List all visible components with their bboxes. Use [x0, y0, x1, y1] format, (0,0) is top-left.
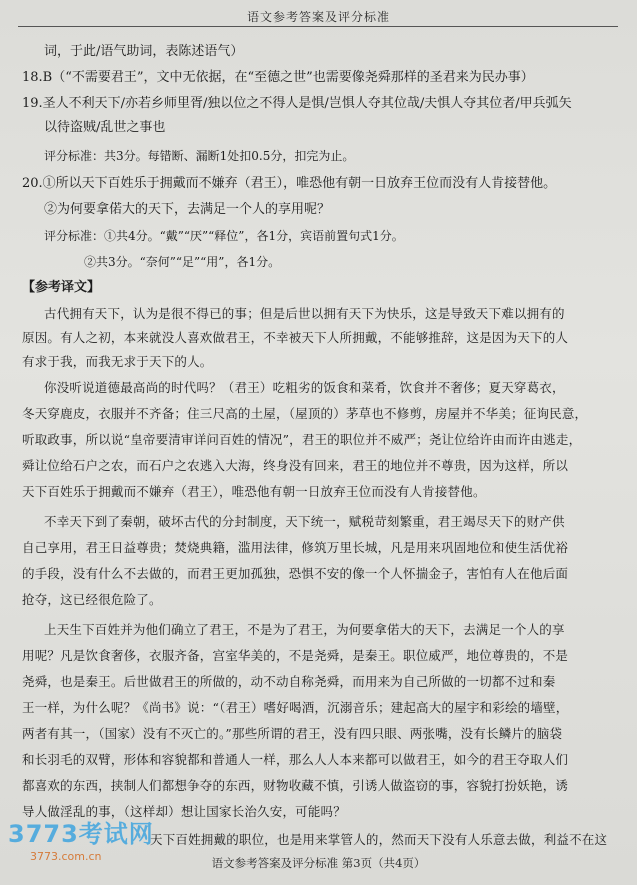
- watermark-domain-text: 3773.com.cn: [30, 850, 102, 863]
- translation-line: 天下百姓拥戴的职位，也是用来掌管人的，然而天下没有人乐意去做，利益不在这: [150, 832, 608, 847]
- translation-line: 听取政事，所以说“皇帝要清审详问百姓的情况”，君王的职位并不威严；尧让位给许由而许由逃走，: [22, 432, 582, 447]
- answer-q20-part2: ②为何要拿偌大的天下，去满足一个人的享用呢？: [44, 202, 331, 217]
- translation-line: 古代拥有天下，认为是很不得已的事；但是后世以拥有天下为快乐，这是导致天下难以拥有的: [44, 306, 565, 321]
- page-header-title: 语文参考答案及评分标准: [246, 10, 390, 24]
- header-divider: [18, 26, 618, 27]
- answer-q20-scoring2: ②共3分。“奈何”“足”“用”，各1分。: [84, 255, 281, 269]
- translation-line: 自己享用，君王日益尊贵；焚烧典籍，滥用法律，修筑万里长城，凡是用来巩固地位和使生活优裕: [22, 540, 569, 555]
- answer-line-continuation: 词，于此/语气助词，表陈述语气）: [44, 44, 244, 59]
- page-footer: 语文参考答案及评分标准 第3页（共4页）: [211, 856, 426, 870]
- translation-line: 原因。有人之初，本来就没人喜欢做君王，不幸被天下人所拥戴，不能够推辞，这是因为天下的人: [22, 330, 569, 345]
- translation-line: 舜让位给石户之农，而石户之农逃入大海，终身没有回来，君王的地位并不尊贵，因为这样，所以: [22, 458, 569, 473]
- translation-line: 两者有其一，（国家）没有不灭亡的。”那些所谓的君王，没有四只眼、两张嘴，没有长鳞片的脑袋: [22, 726, 563, 741]
- translation-heading: 【参考译文】: [22, 280, 101, 295]
- translation-line: 你没听说道德最高尚的时代吗？（君王）吃粗劣的饭食和菜肴，饮食并不奢侈；夏天穿葛衣，: [44, 380, 565, 395]
- watermark-logo-text: 3773考试网: [8, 820, 154, 848]
- answer-q19-scoring: 评分标准：共3分。每错断、漏断1处扣0.5分，扣完为止。: [44, 149, 355, 163]
- answer-q20-scoring1: 评分标准：①共4分。“戴”“厌”“释位”，各1分，宾语前置句式1分。: [44, 229, 404, 243]
- answer-q19-line1: 19.圣人不利天下/亦若乡师里胥/独以位之不得人是惧/岂惧人夺其位哉/夫惧人夺其位者/甲兵弧矢: [22, 96, 572, 111]
- answer-q20-part1: 20.①所以天下百姓乐于拥戴而不嫌弃（君王），唯恐他有朝一日放弃王位而没有人肯接替他。: [22, 176, 557, 191]
- translation-line: 用呢？凡是饮食奢侈，衣服齐备，宫室华美的，不是尧舜，是秦王。职位威严，地位尊贵的，不是: [22, 648, 569, 663]
- translation-line: 冬天穿鹿皮，衣服并不齐备；住三尺高的土屋，（屋顶的）茅草也不修剪，房屋并不华美；征询民意，: [22, 406, 588, 421]
- translation-line: 天下百姓乐于拥戴而不嫌弃（君王），唯恐他有朝一日放弃王位而没有人肯接替他。: [22, 484, 486, 499]
- translation-line: 都喜欢的东西，挟制人们都想争夺的东西，财物收藏不慎，引诱人做盗窃的事，容貌打扮妖艳，诱: [22, 778, 569, 793]
- translation-line: 不幸天下到了秦朝，破坏古代的分封制度，天下统一，赋税苛刻繁重，君王竭尽天下的财产供: [44, 514, 565, 529]
- translation-line: 王一样，为什么呢？《尚书》说：“（君王）嗜好喝酒，沉溺音乐；建起高大的屋宇和彩绘的墙壁，: [22, 700, 569, 715]
- translation-line: 抢夺，这已经很危险了。: [22, 592, 162, 607]
- answer-q19-line2: 以待盗贼/乱世之事也: [44, 120, 166, 135]
- translation-line: 的手段，没有什么不去做的，而君王更加孤独，恐惧不安的像一个人怀揣金子，害怕有人在他后面: [22, 566, 569, 581]
- translation-line: 和长羽毛的双臂，形体和容貌都和普通人一样，那么人人本来都可以做君王，如今的君王夺取人们: [22, 752, 569, 767]
- translation-line: 尧舜，也是秦王。后世做君王的所做的，动不动自称尧舜，而用来为自己所做的一切都不过和秦: [22, 674, 556, 689]
- answer-q18: 18.B（“不需要君王”，文中无依据，在“至德之世”也需要像尧舜那样的圣君来为民办事）: [22, 70, 534, 85]
- translation-line: 有求于我，而我无求于天下的人。: [22, 354, 213, 369]
- translation-line: 导人做淫乱的事，（这样却）想让国家长治久安，可能吗？: [22, 804, 346, 819]
- translation-line: 上天生下百姓并为他们确立了君王，不是为了君王，为何要拿偌大的天下，去满足一个人的享: [44, 622, 565, 637]
